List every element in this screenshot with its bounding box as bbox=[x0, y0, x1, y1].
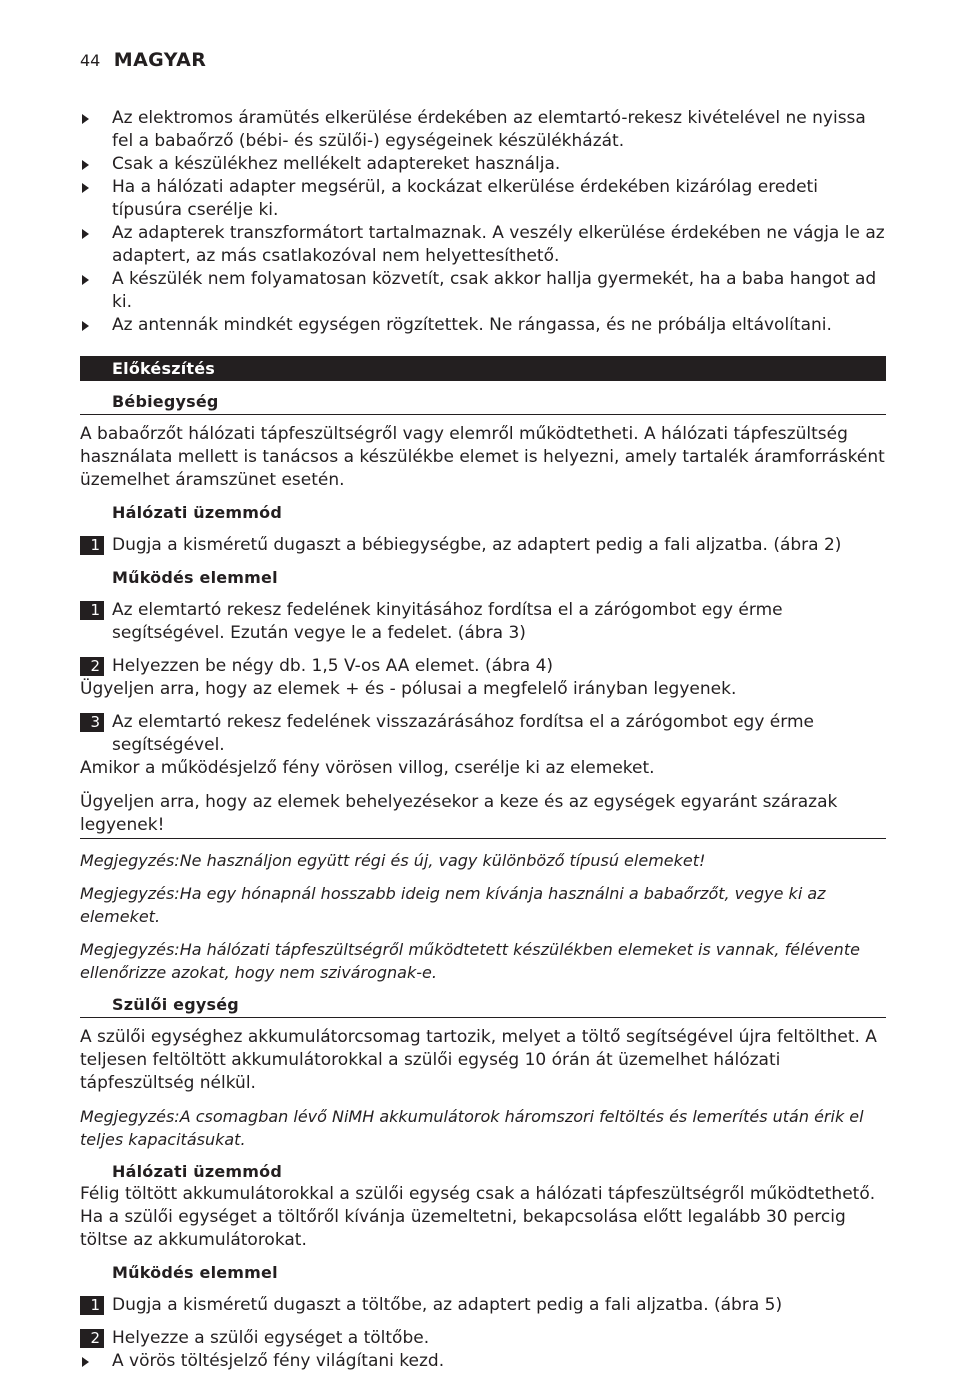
step-item: 1 Dugja a kisméretű dugaszt a bébiegységbe, az adaptert pedig a fali aljzatba. (ábra 2) bbox=[80, 534, 886, 557]
heading-battery-mode: Működés elemmel bbox=[112, 1263, 278, 1282]
bullet-item: Az elektromos áramütés elkerülése érdekében az elemtartó-rekesz kivételével ne nyissa fel a babaőrző (bébi- és szülői-) egységeinek készülékházát. bbox=[80, 107, 886, 153]
bullet-item: A vörös töltésjelző fény világítani kezd. bbox=[80, 1350, 886, 1373]
step-number-badge: 1 bbox=[80, 1296, 104, 1315]
note-item: Megjegyzés:Ha hálózati tápfeszültségről működtetett készülékben elemeket is vannak, félévente ellenőrizze azokat, hogy nem szivárognak-e. bbox=[80, 940, 860, 982]
bullet-arrow-icon bbox=[82, 275, 89, 285]
section-title-bar: Előkészítés bbox=[80, 356, 886, 381]
parent-unit-intro: A szülői egységhez akkumulátorcsomag tartozik, melyet a töltő segítségével újra feltölthet. A teljesen feltöltött akkumulátorokkal a szülői egység 10 órán át üzemelhet hálózati tápfeszültség nélkül. bbox=[80, 1027, 877, 1093]
bullet-arrow-icon bbox=[82, 114, 89, 124]
bullet-item: Az adapterek transzformátort tartalmaznak. A veszély elkerülése érdekében ne vágja le az adaptert, az más csatlakozóval nem helyettesíthető. bbox=[80, 222, 886, 268]
step-followup-text: Ügyeljen arra, hogy az elemek + és - pólusai a megfelelő irányban legyenek. bbox=[80, 679, 737, 699]
step-item: 2 Helyezze a szülői egységet a töltőbe. bbox=[80, 1327, 886, 1350]
bullet-arrow-icon bbox=[82, 1357, 89, 1367]
note-item: Megjegyzés:Ne használjon együtt régi és új, vagy különböző típusú elemeket! bbox=[80, 851, 706, 870]
page-content bbox=[80, 107, 886, 1373]
subsection-heading-baby-unit: Bébiegység bbox=[80, 391, 886, 415]
step-item: 1 Dugja a kisméretű dugaszt a töltőbe, az adaptert pedig a fali aljzatba. (ábra 5) bbox=[80, 1294, 886, 1317]
warning-text: Ügyeljen arra, hogy az elemek behelyezésekor a keze és az egységek egyaránt szárazak legyenek! bbox=[80, 791, 886, 839]
bullet-item: Ha a hálózati adapter megsérül, a kockázat elkerülése érdekében kizárólag eredeti típusúra cserélje ki. bbox=[80, 176, 886, 222]
bullet-arrow-icon bbox=[82, 160, 89, 170]
step-number-badge: 2 bbox=[80, 657, 104, 676]
step-number-badge: 1 bbox=[80, 536, 104, 555]
bullet-item: Az antennák mindkét egységen rögzítettek. Ne rángassa, és ne próbálja eltávolítani. bbox=[80, 314, 886, 337]
bullet-arrow-icon bbox=[82, 229, 89, 239]
heading-mains-mode: Hálózati üzemmód bbox=[112, 503, 283, 522]
page-header bbox=[80, 48, 206, 73]
step-number-badge: 3 bbox=[80, 713, 104, 732]
note-item: Megjegyzés:Ha egy hónapnál hosszabb ideig nem kívánja használni a babaőrzőt, vegye ki az elemeket. bbox=[80, 884, 826, 926]
heading-mains-mode: Hálózati üzemmód bbox=[112, 1162, 283, 1181]
bullet-item: A készülék nem folyamatosan közvetít, csak akkor hallja gyermekét, ha a baba hangot ad ki. bbox=[80, 268, 886, 314]
bullet-arrow-icon bbox=[82, 321, 89, 331]
step-item: 1 Az elemtartó rekesz fedelének kinyitásához fordítsa el a zárógombot egy érme segítségével. Ezután vegye le a fedelet. (ábra 3) bbox=[80, 599, 886, 645]
step-item: 3 Az elemtartó rekesz fedelének visszazárásához fordítsa el a zárógombot egy érme segítségével. bbox=[80, 711, 886, 757]
step-followup-text: Amikor a működésjelző fény vörösen villog, cserélje ki az elemeket. bbox=[80, 758, 655, 778]
language-title: MAGYAR bbox=[113, 49, 207, 71]
heading-battery-mode: Működés elemmel bbox=[112, 568, 278, 587]
parent-mains-text: Félig töltött akkumulátorokkal a szülői egység csak a hálózati tápfeszültségről működtethető. Ha a szülői egységet a töltőről kívánja üzemeltetni, bekapcsolása előtt legalább 30 percig töltse az akkumulátorokat. bbox=[80, 1184, 876, 1250]
step-item: 2 Helyezzen be négy db. 1,5 V-os AA elemet. (ábra 4) bbox=[80, 655, 886, 678]
baby-unit-intro: A babaőrzőt hálózati tápfeszültségről vagy elemről működtetheti. A hálózati tápfeszültség használata mellett is tanácsos a készülékbe elemet is helyezni, amely tartalék áramforrásként üzemelhet áramszünet esetén. bbox=[80, 424, 885, 490]
bullet-arrow-icon bbox=[82, 183, 89, 193]
step-number-badge: 1 bbox=[80, 601, 104, 620]
note-item: Megjegyzés:A csomagban lévő NiMH akkumulátorok háromszori feltöltés és lemerítés után érik el teljes kapacitásukat. bbox=[80, 1107, 864, 1149]
page-number: 44 bbox=[80, 51, 101, 70]
step-number-badge: 2 bbox=[80, 1329, 104, 1348]
bullet-item: Csak a készülékhez mellékelt adaptereket használja. bbox=[80, 153, 886, 176]
subsection-heading-parent-unit: Szülői egység bbox=[80, 994, 886, 1018]
